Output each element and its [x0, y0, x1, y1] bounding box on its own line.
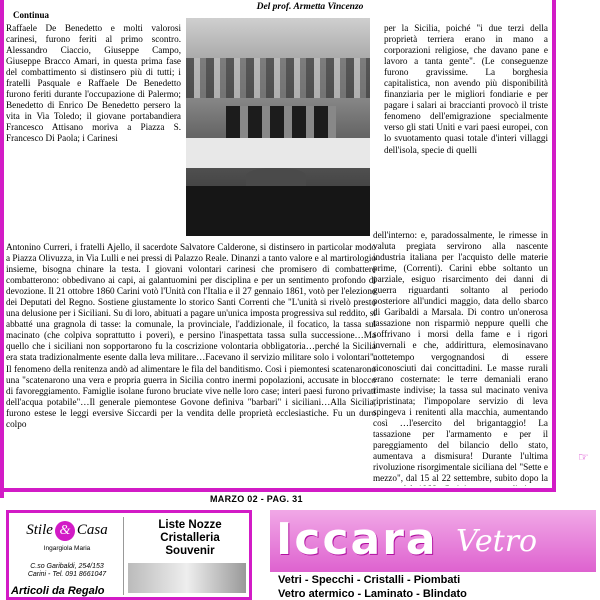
article-column-left-top	[6, 23, 181, 239]
ad-services-panel	[123, 517, 249, 595]
photo-table	[186, 138, 370, 168]
article-photo	[186, 18, 370, 236]
ampersand-icon: &	[55, 521, 75, 541]
product-line: Vetri - Specchi - Cristalli - Piombati	[278, 574, 461, 586]
article-text: Antonino Curreri, i fratelli Ajello, il sacerdote Salvatore Calderone, si distinsero in particolar modo a Piazza Olivuzza, in Via Lulli e nei pressi di Palazzo Reale. Dinanzi a tanto valore e al martirologio insieme, bisogna chinare la testa. I giovani volontari carinesi che promisero di combattere combatterono: obbedivano ai capi, ai galantuomini per disciplina e per un sentimento profondo di devozione. Il 21 ottobre 1860 Carini votò l'Unità con l'Italia e il 27 gennaio 1861, votò per l'elezione dei Deputati del Regno. Sostiene giustamente lo storico Santi Correnti che "L'unità si rivelò presto una delusione per i Siciliani. Su di loro, abituati a pagare un'unica imposta progressiva sul reddito, si abbatté una gragnola di tasse: la comunale, la provinciale, l'addizionale, il focatico, la tassa sul macinato (che colpiva soprattutto i poveri), e persino l'inaspettata tassa sulla successione…Ma quello che i siciliani non sopportarono fu la coscrizione volontaria obbligatoria…perché la Sicilia era stata tradizionalmente esente dalla leva militare…Facevano il servizio militare solo i volontari". Il fenomeno della renitenza andò ad alimentare le fila del banditismo. Così i piemontesi scatenarono una "scatenarono una vera e propria guerra in Sicilia contro inermi popolazioni, accusate in blocco di favoreggiamento. Famiglie isolane furono bruciate vive nelle loro case; interi paesi furono privati dell'acqua potabile"…Il generale piemontese Govone definiva "barbari" i siciliani…Alla Sicilia, furono estese le leggi eversive Siccardi per la vendita delle proprietà ecclesiastiche. Fu un duro colpo	[6, 242, 376, 429]
brand-banner	[270, 510, 596, 572]
continued-label: Continua	[13, 10, 50, 20]
phone-line: Carini - Tel. 091 8661047	[27, 571, 107, 578]
article-text: dell'interno: e, paradossalmente, le rimesse in valuta pregiata servirono alla nascente industria italiana per l'acquisto delle materie prime, (Correnti). Carini ebbe soltanto un parziale, esiguo risarcimento dei danni di guerra riguardanti soltanto al periodo posteriore all'undici maggio, data dello sbarco di Garibaldi a Marsala. Di contro un'onerosa tassazione non risparmiò neppure quelli che soffrivano i morsi della fame e i rigori invernali e che, addirittura, elemosinavano nottetempo vergognandosi di essere riconosciuti dai concittadini. Le masse rurali erano costernate: le terre demaniali erano rimaste indivise; la tassa sul macinato veniva ripristinata; l'impopolare servizio di leva spingeva i renitenti alla macchia, aumentando così …l'esercito del brigantaggio! La tassazione per l'armamento e per il pareggiamento del bilancio dello stato, aumentava a dismisura! Durante l'ultima rivoluzione risorgimentale siciliana del "Sette e mezzo", dal 15 al 22 settembre, subito dopo la	[373, 230, 548, 484]
service-line: Cristalleria	[160, 532, 220, 544]
shop-name-part1: Stile	[26, 522, 53, 538]
left-border	[0, 0, 4, 498]
gift-heading: Articoli da Regalo	[11, 585, 105, 597]
service-line: Liste Nozze	[158, 519, 222, 531]
shop-subtitle: Ingargiola Maria	[43, 545, 91, 552]
page-number-label: MARZO 02 - PAG. 31	[210, 494, 303, 504]
article-column-right-top	[384, 23, 548, 229]
shop-address	[15, 563, 119, 579]
photo-flowers	[246, 168, 306, 188]
right-border	[552, 0, 556, 492]
article-column-left-bottom	[6, 242, 376, 486]
article-text: Raffaele De Benedetto e molti valorosi carinesi, furono feriti al primo scontro. Alessandro Ciaccio, Giuseppe Campo, Giuseppe Bracco Amari, in questa prima fase del combattimento si distinsero più di tutti; i fratelli Pasquale e Raffaele De Benedetto furono feriti durante l'occupazione di Palermo; Benedetto di Enrico De Benedetto persero la vita in Via Toledo; il giovane portabandiera Francesco Attisano moriva a Piazza S. Francesco Di Paola; i Carinesi	[6, 23, 181, 144]
article-byline: Del prof. Armetta Vincenzo	[256, 2, 364, 12]
brand-name: Iccara	[276, 514, 438, 565]
ad-product-image	[128, 563, 246, 593]
photo-floor	[186, 186, 370, 236]
shop-logo	[15, 519, 119, 561]
article-column-right-bottom	[373, 230, 548, 486]
address-line: C.so Garibaldi, 254/153	[30, 563, 104, 570]
product-line: Vetro atermico - Laminato - Blindato	[278, 588, 467, 600]
shop-name-part2: Casa	[76, 522, 108, 538]
article-text: per la Sicilia, poiché "i due terzi della proprietà terriera erano in mano a corporazioni religiose, che davano pane e lavoro a tanta gente". (Le conseguenze furono gravissime. La borghesia capitalistica, non avendo più disponibilità finanziaria per le migliori fondiarie e per pagare i salari ai braccianti provocò il triste fenomeno dell'emigrazione specialmente verso gli stati Uniti e vari paesi europei, con lo svuotamento quasi totale d'interi villaggi dell'isola, specie di quelli	[384, 23, 548, 155]
pointing-hand-icon: ☞	[578, 450, 589, 464]
bottom-border	[0, 488, 556, 492]
photo-audience	[186, 58, 370, 98]
brand-script: Vetro	[456, 524, 538, 559]
advertisement-iccara-vetro[interactable]	[270, 510, 596, 600]
advertisement-stile-casa[interactable]	[6, 510, 252, 600]
service-line: Souvenir	[165, 545, 215, 557]
shop-name	[15, 521, 119, 541]
ad-services-text	[132, 519, 248, 558]
